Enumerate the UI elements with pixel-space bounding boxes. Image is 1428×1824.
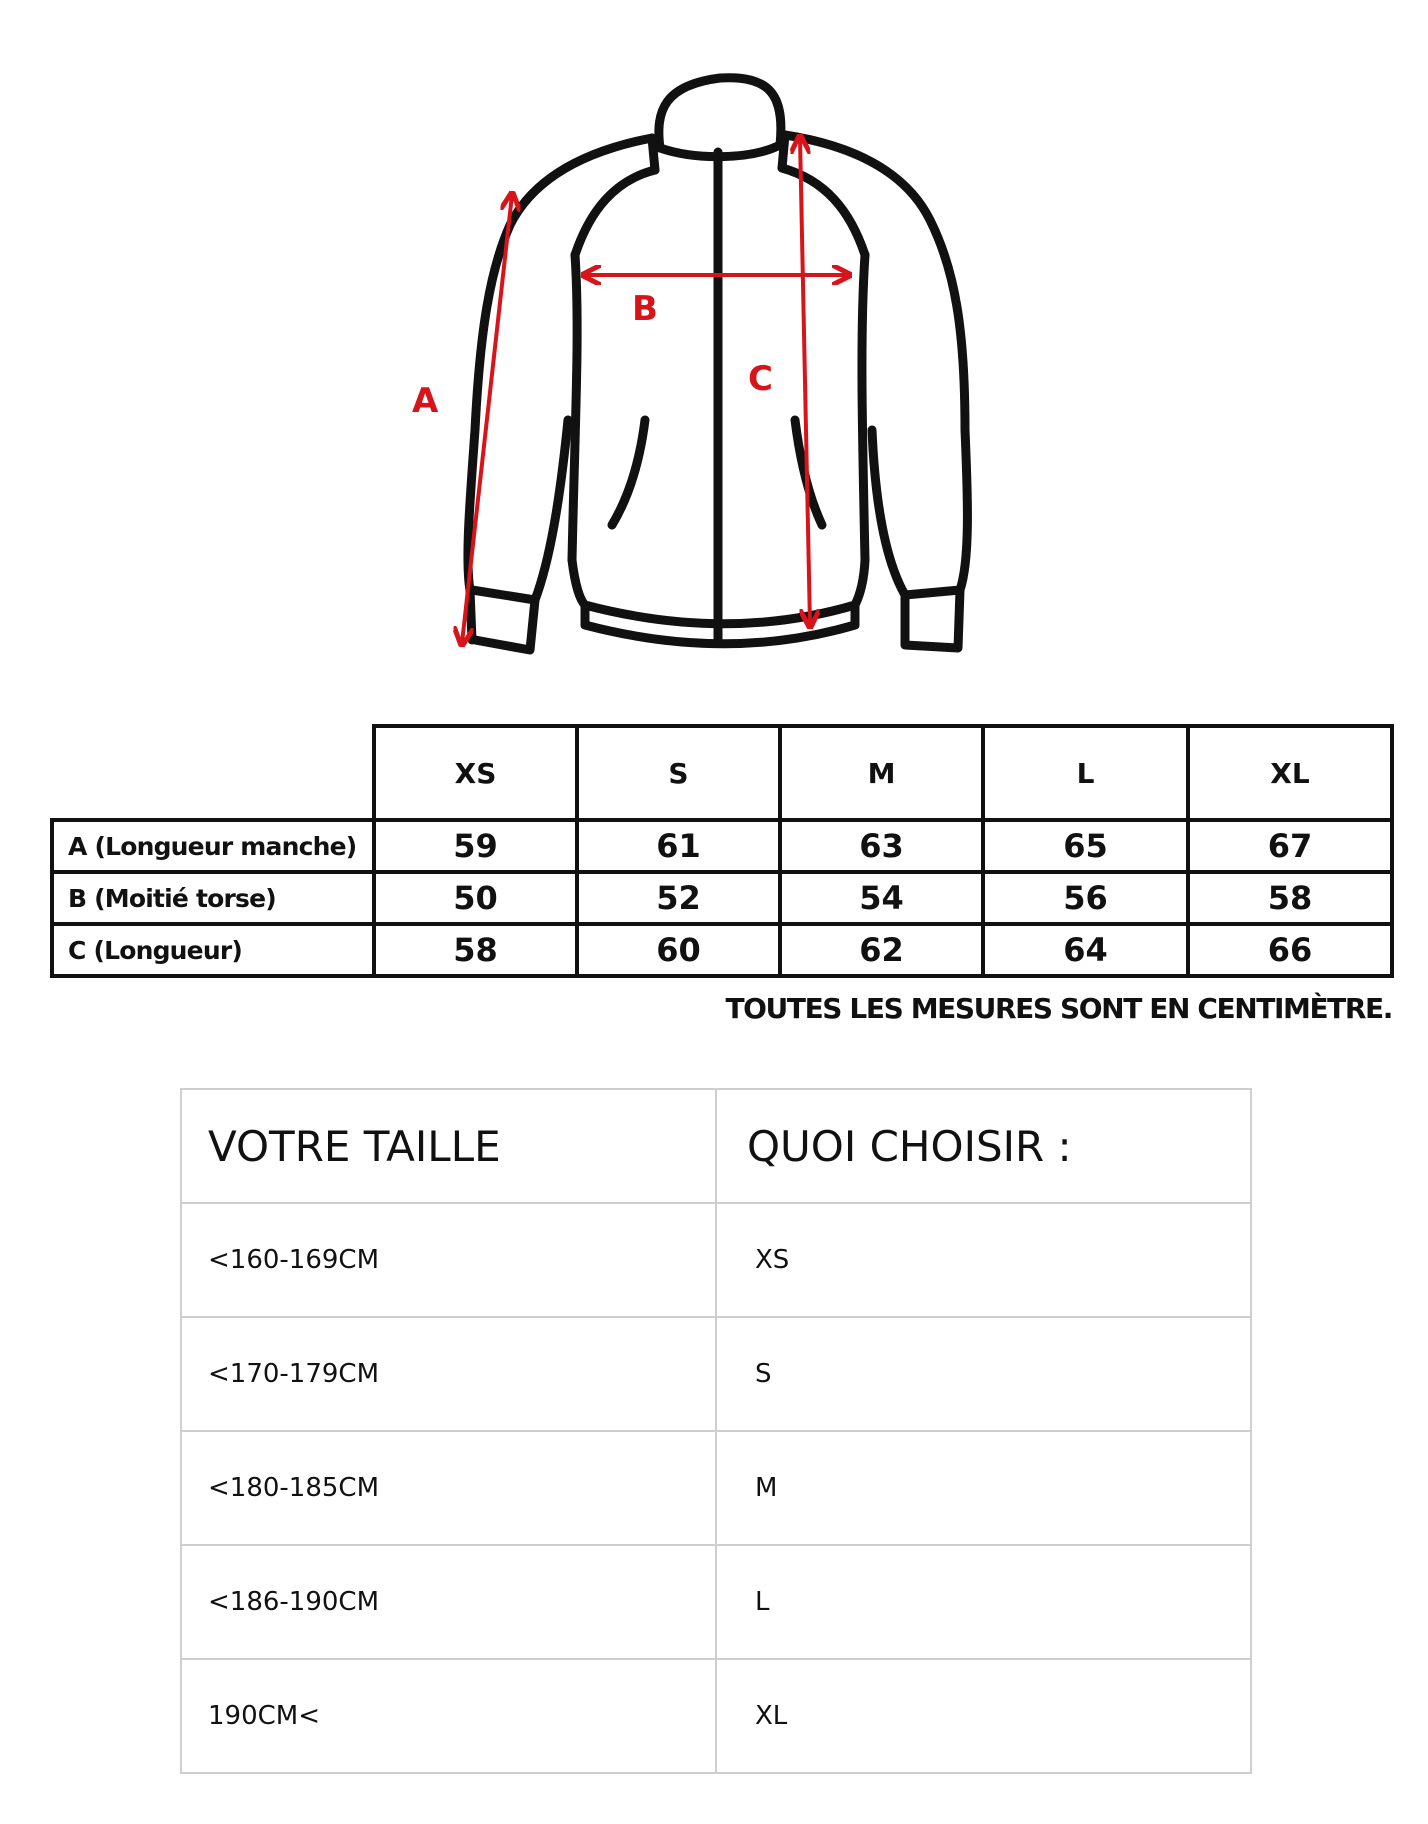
jacket-outline [468, 78, 968, 650]
size-cell: XS [716, 1203, 1251, 1317]
measure-cell: 64 [983, 924, 1188, 976]
label-a: A [412, 381, 439, 421]
height-header-row [181, 1089, 1251, 1203]
size-cell: M [716, 1431, 1251, 1545]
height-cell: <180-185CM [181, 1431, 716, 1545]
header-votre-taille: VOTRE TAILLE [181, 1089, 716, 1203]
measure-cell: 66 [1188, 924, 1392, 976]
size-header: XL [1188, 726, 1392, 820]
measure-cell: 52 [577, 872, 780, 924]
measure-cell: 65 [983, 820, 1188, 872]
measurement-table [50, 724, 1394, 978]
measure-cell: 58 [1188, 872, 1392, 924]
label-c: C [748, 359, 773, 399]
header-corner [52, 726, 374, 820]
header-quoi-choisir: QUOI CHOISIR : [716, 1089, 1251, 1203]
measure-cell: 59 [374, 820, 577, 872]
height-cell: <170-179CM [181, 1317, 716, 1431]
height-cell: 190CM< [181, 1659, 716, 1773]
table-row [181, 1545, 1251, 1659]
size-cell: L [716, 1545, 1251, 1659]
size-cell: XL [716, 1659, 1251, 1773]
size-header: S [577, 726, 780, 820]
measure-cell: 67 [1188, 820, 1392, 872]
arrow-c [800, 138, 810, 625]
table-row [181, 1431, 1251, 1545]
measure-cell: 56 [983, 872, 1188, 924]
size-header-row [52, 726, 1392, 820]
table-row [181, 1203, 1251, 1317]
row-label: A (Longueur manche) [52, 820, 374, 872]
size-cell: S [716, 1317, 1251, 1431]
height-size-table [180, 1088, 1252, 1774]
jacket-diagram [0, 0, 1428, 700]
measure-cell: 58 [374, 924, 577, 976]
row-label: B (Moitié torse) [52, 872, 374, 924]
table-row [52, 872, 1392, 924]
height-cell: <160-169CM [181, 1203, 716, 1317]
size-header: L [983, 726, 1188, 820]
label-b: B [632, 289, 658, 329]
table-row [181, 1317, 1251, 1431]
arrow-a [462, 195, 512, 643]
table-row [52, 924, 1392, 976]
row-label: C (Longueur) [52, 924, 374, 976]
measure-cell: 61 [577, 820, 780, 872]
measure-cell: 62 [780, 924, 983, 976]
measure-cell: 63 [780, 820, 983, 872]
size-header: XS [374, 726, 577, 820]
height-cell: <186-190CM [181, 1545, 716, 1659]
units-note: TOUTES LES MESURES SONT EN CENTIMÈTRE. [725, 992, 1392, 1025]
size-header: M [780, 726, 983, 820]
measure-cell: 54 [780, 872, 983, 924]
table-row [181, 1659, 1251, 1773]
measure-cell: 50 [374, 872, 577, 924]
table-row [52, 820, 1392, 872]
measure-cell: 60 [577, 924, 780, 976]
